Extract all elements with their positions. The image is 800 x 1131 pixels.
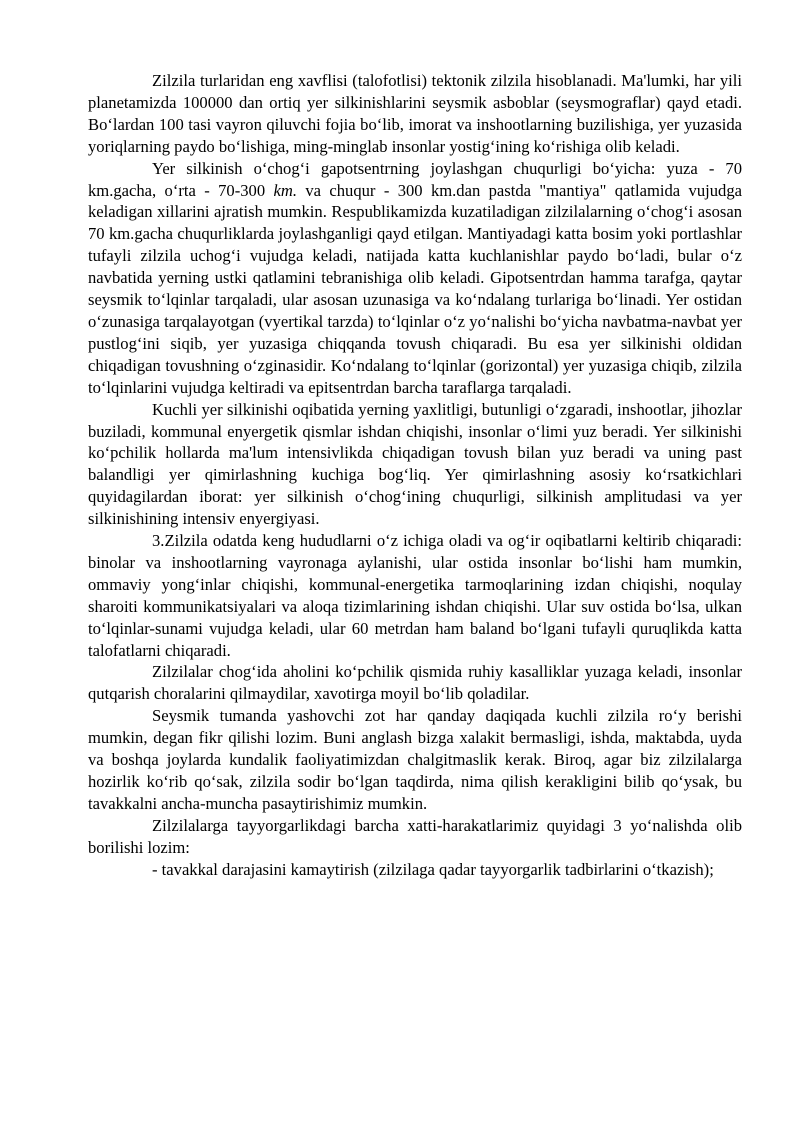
- paragraph-mental-effects: [88, 661, 742, 705]
- paragraph-text: Zilzila turlaridan eng xavflisi (talofotlisi) tektonik zilzila hisoblanadi. Ma'lumki, har yili planetamizda 100000 dan ortiq yer silkinishlarini seysmik asboblar (seysmograflar) qayd etadi. Bo‘lardan 100 tasi vayron qiluvchi fojia bo‘lib, imorat va inshootlarning buzilishiga, yer yuzasida yoriqlarning paydo bo‘lishiga, ming-minglab insonlar yostig‘ining ko‘rishiga olib keladi.: [88, 71, 742, 156]
- paragraph-text: 3.Zilzila odatda keng hududlarni o‘z ichiga oladi va og‘ir oqibatlarni keltirib chiqaradi: binolar va inshootlarning vayronaga aylanishi, ular ostida insonlar bo‘lishi ham mumkin, ommaviy yong‘inlar chiqishi, kommunal-energetika tarmoqlarining izdan chiqishi, noqulay sharoiti kommunikatsiyalari va aloqa tizimlarining ishdan chiqishi. Ular suv ostida bo‘lsa, ulkan to‘lqinlar-sunami vujudga keladi, ular 60 metrdan ham baland bo‘lgani tufayli quruqlikda katta talofatlarni chiqaradi.: [88, 531, 742, 660]
- list-item-text: - tavakkal darajasini kamaytirish (zilzilaga qadar tayyorgarlik tadbirlarini o‘tkazish);: [152, 859, 714, 879]
- paragraph-text: Zilzilalarga tayyorgarlikdagi barcha xatti-harakatlarimiz quyidagi 3 yo‘nalishda olib borilishi lozim:: [88, 815, 742, 857]
- list-item-reduce-risk: [88, 859, 742, 881]
- paragraph-text: Kuchli yer silkinishi oqibatida yerning yaxlitligi, butunligi o‘zgaradi, inshootlar, jihozlar buziladi, kommunal enyergetik qismlar ishdan chiqishi, insonlar o‘limi yuz beradi. Yer silkinishi ko‘pchilik hollarda ma'lum intensivlikda chiqadigan tovush bilan yuz beradi va uning past balandligi yer qimirlashning kuchiga bog‘liq. Yer qimirlashning asosiy ko‘rsatkichlari quyidagilardan iborat: yer silkinish o‘chog‘ining chuqurligi, silkinish amplitudasi va yer silkinishining intensiv enyergiyasi.: [88, 399, 742, 529]
- paragraph-consequences: [88, 399, 742, 530]
- paragraph-text: Zilzilalar chog‘ida aholini ko‘pchilik qismida ruhiy kasalliklar yuzaga keladi, insonlar qutqarish choralarini qilmaydilar, xavotirga moyil bo‘lib qoladilar.: [88, 662, 742, 704]
- paragraph-three-directions: [88, 815, 742, 859]
- paragraph-italic-unit: km.: [273, 180, 297, 200]
- document-page: [88, 70, 742, 881]
- paragraph-hypocenter-depth: [88, 158, 742, 399]
- paragraph-text: Seysmik tumanda yashovchi zot har qanday daqiqada kuchli zilzila ro‘y berishi mumkin, degan fikr qilishi lozim. Buni anglash bizga xalakit bermasligi, ishda, maktabda, uyda va boshqa joylarda kundalik faoliyatimizdan chalgitmaslik kerak. Biroq, agar biz zilzilalarga hozirlik ko‘rib qo‘sak, zilzila sodir bo‘lgan taqdirda, nima qilish kerakligini bilib qo‘ysak, bu tavakkalni ancha-muncha pasaytirishimiz mumkin.: [88, 706, 742, 813]
- paragraph-preparedness: [88, 705, 742, 815]
- paragraph-text-end: va chuqur - 300 km.dan pastda "mantiya" qatlamida vujudga keladigan xillarini ajratish mumkin. Respublikamizda kuzatiladigan zilzilalarning o‘chog‘i asosan 70 km.gacha chuqurliklarda joylashganligi qayd etilgan. Mantiyadagi katta bosim yoki portlashlar tufayli zilzila uchog‘i vujudga keladi, natijada katta kuchlanishlar paydo bo‘ladi, bular o‘z navbatida yerning ustki qatlamini tebranishiga olib keladi. Gipotsentrdan hamma tarafga, qaytar seysmik to‘lqinlar tarqaladi, ular asosan uzunasiga va ko‘ndalang turlariga bo‘linadi. Yer ostidan o‘zunasiga tarqalayotgan (vyertikal tarzda) to‘lqinlar o‘z yo‘nalishi bo‘yicha navbatma-navbat yer pustlog‘ini siqib, yer yuzasiga chiqqanda tovush chiqaradi. Bu esa yer silkinishi oldidan chiqadigan tovushning o‘zginasidir. Ko‘ndalang to‘lqinlar (gorizontal) yer yuzasiga chiqib, zilzila to‘lqinlarini vujudga keltiradi va epitsentrdan barcha taraflarga tarqaladi.: [88, 180, 742, 397]
- paragraph-point-3: [88, 530, 742, 661]
- paragraph-text-start: Yer silkinish o‘chog‘i gapotsentrning joylashgan chuqurligi bo‘yicha: yuza - 70 km.gacha, o‘rta - 70-300: [88, 158, 742, 200]
- paragraph-tectonic-earthquake: [88, 70, 742, 158]
